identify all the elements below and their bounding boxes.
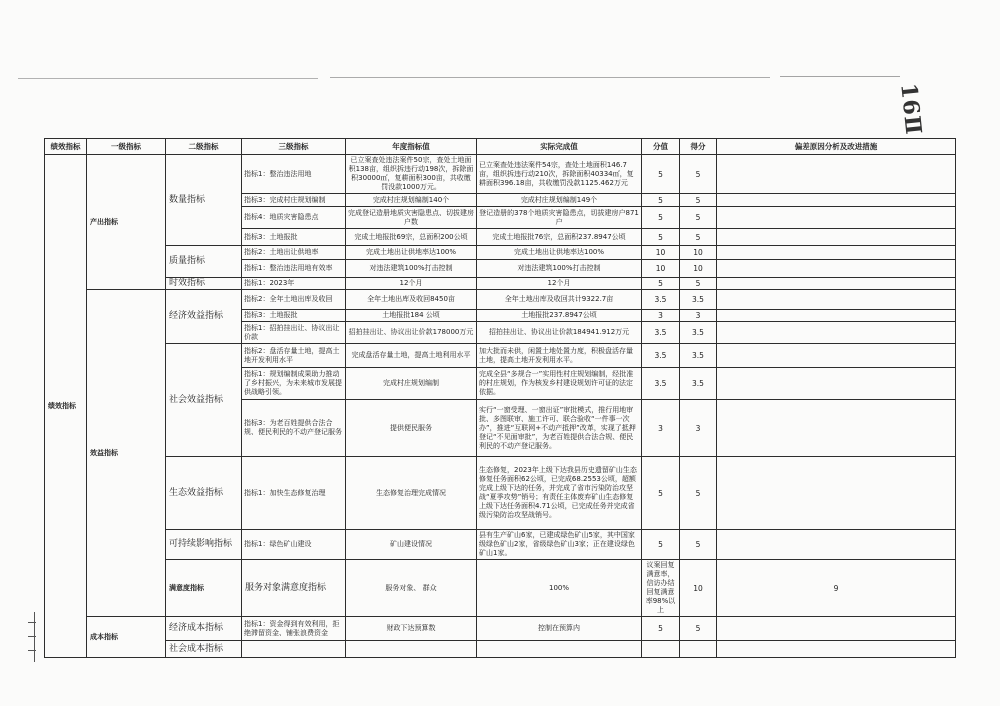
deviation-cell <box>717 344 956 368</box>
deviation-cell <box>717 246 956 260</box>
table-row <box>45 290 956 310</box>
target-cell: 12个月 <box>346 278 477 290</box>
got-cell: 3.5 <box>680 322 717 344</box>
deviation-cell <box>717 368 956 400</box>
level2-social-cost: 社会成本指标 <box>166 641 242 658</box>
level3-cell: 服务对象、 群众 <box>346 560 477 617</box>
score-cell: 5 <box>642 229 680 246</box>
scan-line <box>18 78 318 79</box>
got-cell: 5 <box>680 155 717 194</box>
actual-cell: 登记造册的378个地质灾害隐患点，切拔建房户871户 <box>477 207 642 229</box>
scan-line <box>330 77 770 78</box>
table-row <box>45 344 956 368</box>
actual-cell: 生态修复，2023年上级下达我县历史遗留矿山生态修复任务面积62公顷，已完成68.2553公顷，超额完成上级下达的任务，并完成了省市污染防治攻坚战“夏季攻势”销号；有责任主体废弃矿山生态修复上级下达任务面积4.71公顷，已完成任务并完成省级污染防治攻坚战销号。 <box>477 457 642 530</box>
score-cell: 5 <box>642 530 680 560</box>
score-cell: 5 <box>642 617 680 641</box>
level2-econ-cost: 经济成本指标 <box>166 617 242 641</box>
actual-cell: 完成村庄规划编制149个 <box>477 194 642 207</box>
score-cell: 3.5 <box>642 322 680 344</box>
table-row <box>45 278 956 290</box>
got-cell: 3.5 <box>680 344 717 368</box>
level2-quality: 质量指标 <box>166 246 242 278</box>
table-header-row <box>45 139 956 155</box>
deviation-cell <box>717 400 956 457</box>
header-level1: 一级指标 <box>87 139 166 155</box>
got-cell: 5 <box>680 207 717 229</box>
target-cell: 生态修复治理完成情况 <box>346 457 477 530</box>
target-cell: 土地报批184 公顷 <box>346 310 477 322</box>
actual-cell: 控制在预算内 <box>477 617 642 641</box>
table-row <box>45 246 956 260</box>
level2-timeliness: 时效指标 <box>166 278 242 290</box>
header-score-value: 分值 <box>642 139 680 155</box>
deviation-cell <box>717 194 956 207</box>
got-cell: 3.5 <box>680 368 717 400</box>
score-cell: 5 <box>642 457 680 530</box>
level3-cell: 指标1：资金得到有效利用，拒绝滞留资金、铺张浪费资金 <box>242 617 346 641</box>
actual-cell: 全年土地出库及收回共计9322.7亩 <box>477 290 642 310</box>
target-cell: 完成土地报批69宗，总面积200公顷 <box>346 229 477 246</box>
table-row <box>45 617 956 641</box>
score-cell: 10 <box>642 260 680 278</box>
target-cell <box>346 641 477 658</box>
table-row <box>45 457 956 530</box>
performance-table <box>44 138 956 658</box>
deviation-cell <box>717 457 956 530</box>
actual-cell <box>477 641 642 658</box>
score-cell: 10 <box>642 246 680 260</box>
level3-cell: 指标2：盘活存量土地，提高土地开发利用水平 <box>242 344 346 368</box>
table-row <box>45 530 956 560</box>
level3-cell: 指标4：地质灾害隐患点 <box>242 207 346 229</box>
deviation-cell <box>717 155 956 194</box>
level2-service: 服务对象满意度指标 <box>242 560 346 617</box>
got-cell: 3 <box>680 400 717 457</box>
deviation-cell <box>717 617 956 641</box>
actual-cell: 县有生产矿山6家，已建成绿色矿山5家，其中国家级绿色矿山2家，省级绿色矿山3家；正在建设绿色矿山1家。 <box>477 530 642 560</box>
target-cell: 财政下达预算数 <box>346 617 477 641</box>
target-cell: 完成登记造册地质灾害隐患点、切拔建房户数 <box>346 207 477 229</box>
header-actual-value: 实际完成值 <box>477 139 642 155</box>
score-cell <box>642 641 680 658</box>
target-cell: 提供便民服务 <box>346 400 477 457</box>
level0-cell: 绩效指标 <box>45 155 87 658</box>
score-cell: 5 <box>642 194 680 207</box>
actual-cell: 议案回复满意率，信访办结回复满意率98%以上 <box>642 560 680 617</box>
level2-quantity: 数量指标 <box>166 155 242 246</box>
actual-cell: 实行“一窗受理、一窗出证”审批模式，推行用地审批、多图联审、施工许可、联合验收“一件事一次办”，推进“互联网+不动产抵押”改革，实现了抵押登记“不见面审批”，为老百姓提供合法合规、便民利民的不动产登记服务。 <box>477 400 642 457</box>
deviation-cell <box>717 229 956 246</box>
actual-cell: 完成土地出让供地率达100% <box>477 246 642 260</box>
level3-cell: 指标1：加快生态修复治理 <box>242 457 346 530</box>
left-edge-dash <box>28 650 36 651</box>
actual-cell: 完成全县“多规合一”实用性村庄规划编制，经批准的村庄规划，作为核发乡村建设规划许可证的法定依据。 <box>477 368 642 400</box>
got-cell: 10 <box>680 260 717 278</box>
level3-cell: 指标2：土地出让供地率 <box>242 246 346 260</box>
level1-output: 产出指标 <box>87 155 166 290</box>
target-cell: 矿山建设情况 <box>346 530 477 560</box>
actual-cell: 土地报批237.8947公顷 <box>477 310 642 322</box>
actual-cell: 招拍挂出让、协议出让价款184941.912万元 <box>477 322 642 344</box>
got-cell <box>680 641 717 658</box>
got-cell: 3 <box>680 310 717 322</box>
score-cell: 3 <box>642 400 680 457</box>
table-row <box>45 641 956 658</box>
score-cell: 3.5 <box>642 368 680 400</box>
got-cell: 5 <box>680 617 717 641</box>
level2-economic: 经济效益指标 <box>166 290 242 344</box>
actual-cell: 加大批而未供，闲置土地处置力度，积极盘活存量土地，提高土地开发利用水平。 <box>477 344 642 368</box>
level3-cell: 指标1：规划编制成果助力推动了乡村振兴，为未来城市发展提供战略引领。 <box>242 368 346 400</box>
got-cell: 3.5 <box>680 290 717 310</box>
score-cell: 3.5 <box>642 344 680 368</box>
target-cell: 全年土地出库及收回8450亩 <box>346 290 477 310</box>
deviation-cell <box>717 322 956 344</box>
level3-cell: 指标1：整治违法用地 <box>242 155 346 194</box>
actual-cell: 完成土地报批76宗，总面积237.8947公顷 <box>477 229 642 246</box>
level3-cell: 指标3：完成村庄规划编制 <box>242 194 346 207</box>
score-cell: 5 <box>642 155 680 194</box>
level3-cell: 指标1：2023年 <box>242 278 346 290</box>
got-cell: 5 <box>680 229 717 246</box>
header-score-obtained: 得分 <box>680 139 717 155</box>
target-cell: 完成盘活存量土地，提高土地利用水平 <box>346 344 477 368</box>
level3-cell: 指标3：土地报批 <box>242 310 346 322</box>
deviation-cell <box>717 641 956 658</box>
level1-cost: 成本指标 <box>87 617 166 658</box>
deviation-cell <box>717 207 956 229</box>
target-cell: 招拍挂出让、协议出让价款178000万元 <box>346 322 477 344</box>
handwritten-page-number: 16Ⅱ <box>895 82 927 137</box>
table-row <box>45 155 956 194</box>
header-level3: 三级指标 <box>242 139 346 155</box>
header-level2: 二级指标 <box>166 139 242 155</box>
target-cell: 对违法建筑100%打击控制 <box>346 260 477 278</box>
target-cell: 完成村庄规划编制140个 <box>346 194 477 207</box>
score-cell: 5 <box>642 207 680 229</box>
score-cell: 10 <box>680 560 717 617</box>
level2-ecological: 生态效益指标 <box>166 457 242 530</box>
target-cell: 完成土地出让供地率达100% <box>346 246 477 260</box>
left-edge-mark <box>34 612 35 662</box>
level2-social: 社会效益指标 <box>166 344 242 457</box>
got-cell: 9 <box>717 560 956 617</box>
header-performance-indicator: 绩效指标 <box>45 139 87 155</box>
deviation-cell <box>717 530 956 560</box>
header-deviation-analysis: 偏差原因分析及改进措施 <box>717 139 956 155</box>
got-cell: 5 <box>680 457 717 530</box>
got-cell: 5 <box>680 278 717 290</box>
target-cell: 完成村庄规划编制 <box>346 368 477 400</box>
deviation-cell <box>717 290 956 310</box>
scan-line <box>780 76 900 77</box>
score-cell: 5 <box>642 278 680 290</box>
level3-cell: 指标3：土地报批 <box>242 229 346 246</box>
level3-cell: 指标2：全年土地出库及收回 <box>242 290 346 310</box>
got-cell: 10 <box>680 246 717 260</box>
left-edge-dash <box>28 622 36 623</box>
level3-cell <box>242 641 346 658</box>
score-cell: 3.5 <box>642 290 680 310</box>
header-annual-target: 年度指标值 <box>346 139 477 155</box>
level2-sustainable: 可持续影响指标 <box>166 530 242 560</box>
level3-cell: 指标1：招拍挂出让、协议出让价款 <box>242 322 346 344</box>
level3-cell: 指标1：整治违法用地有效率 <box>242 260 346 278</box>
deviation-cell <box>717 310 956 322</box>
actual-cell: 已立案查处违法案件54宗，查处土地面积146.7亩，组织拆违行动210次，拆除面积40334㎡，复耕面积396.18亩，共收缴罚没款1125.462万元 <box>477 155 642 194</box>
deviation-cell <box>717 278 956 290</box>
actual-cell: 对违法建筑100%打击控制 <box>477 260 642 278</box>
table-row <box>45 560 956 617</box>
level1-satisfaction: 满意度指标 <box>166 560 242 617</box>
level1-effect: 效益指标 <box>87 290 166 617</box>
deviation-cell <box>717 260 956 278</box>
left-edge-dash <box>28 636 36 637</box>
target-cell: 已立案查处违法案件50宗，查处土地面积138亩，组织拆违行动198次，拆除面积30000㎡，复耕面积300亩，共收缴罚没款1000万元。 <box>346 155 477 194</box>
actual-cell: 12个月 <box>477 278 642 290</box>
got-cell: 5 <box>680 194 717 207</box>
score-cell: 3 <box>642 310 680 322</box>
level3-cell: 指标1：绿色矿山建设 <box>242 530 346 560</box>
level3-cell: 指标3：为老百姓提供合法合规、便民利民的不动产登记服务 <box>242 400 346 457</box>
got-cell: 5 <box>680 530 717 560</box>
target-cell: 100% <box>477 560 642 617</box>
